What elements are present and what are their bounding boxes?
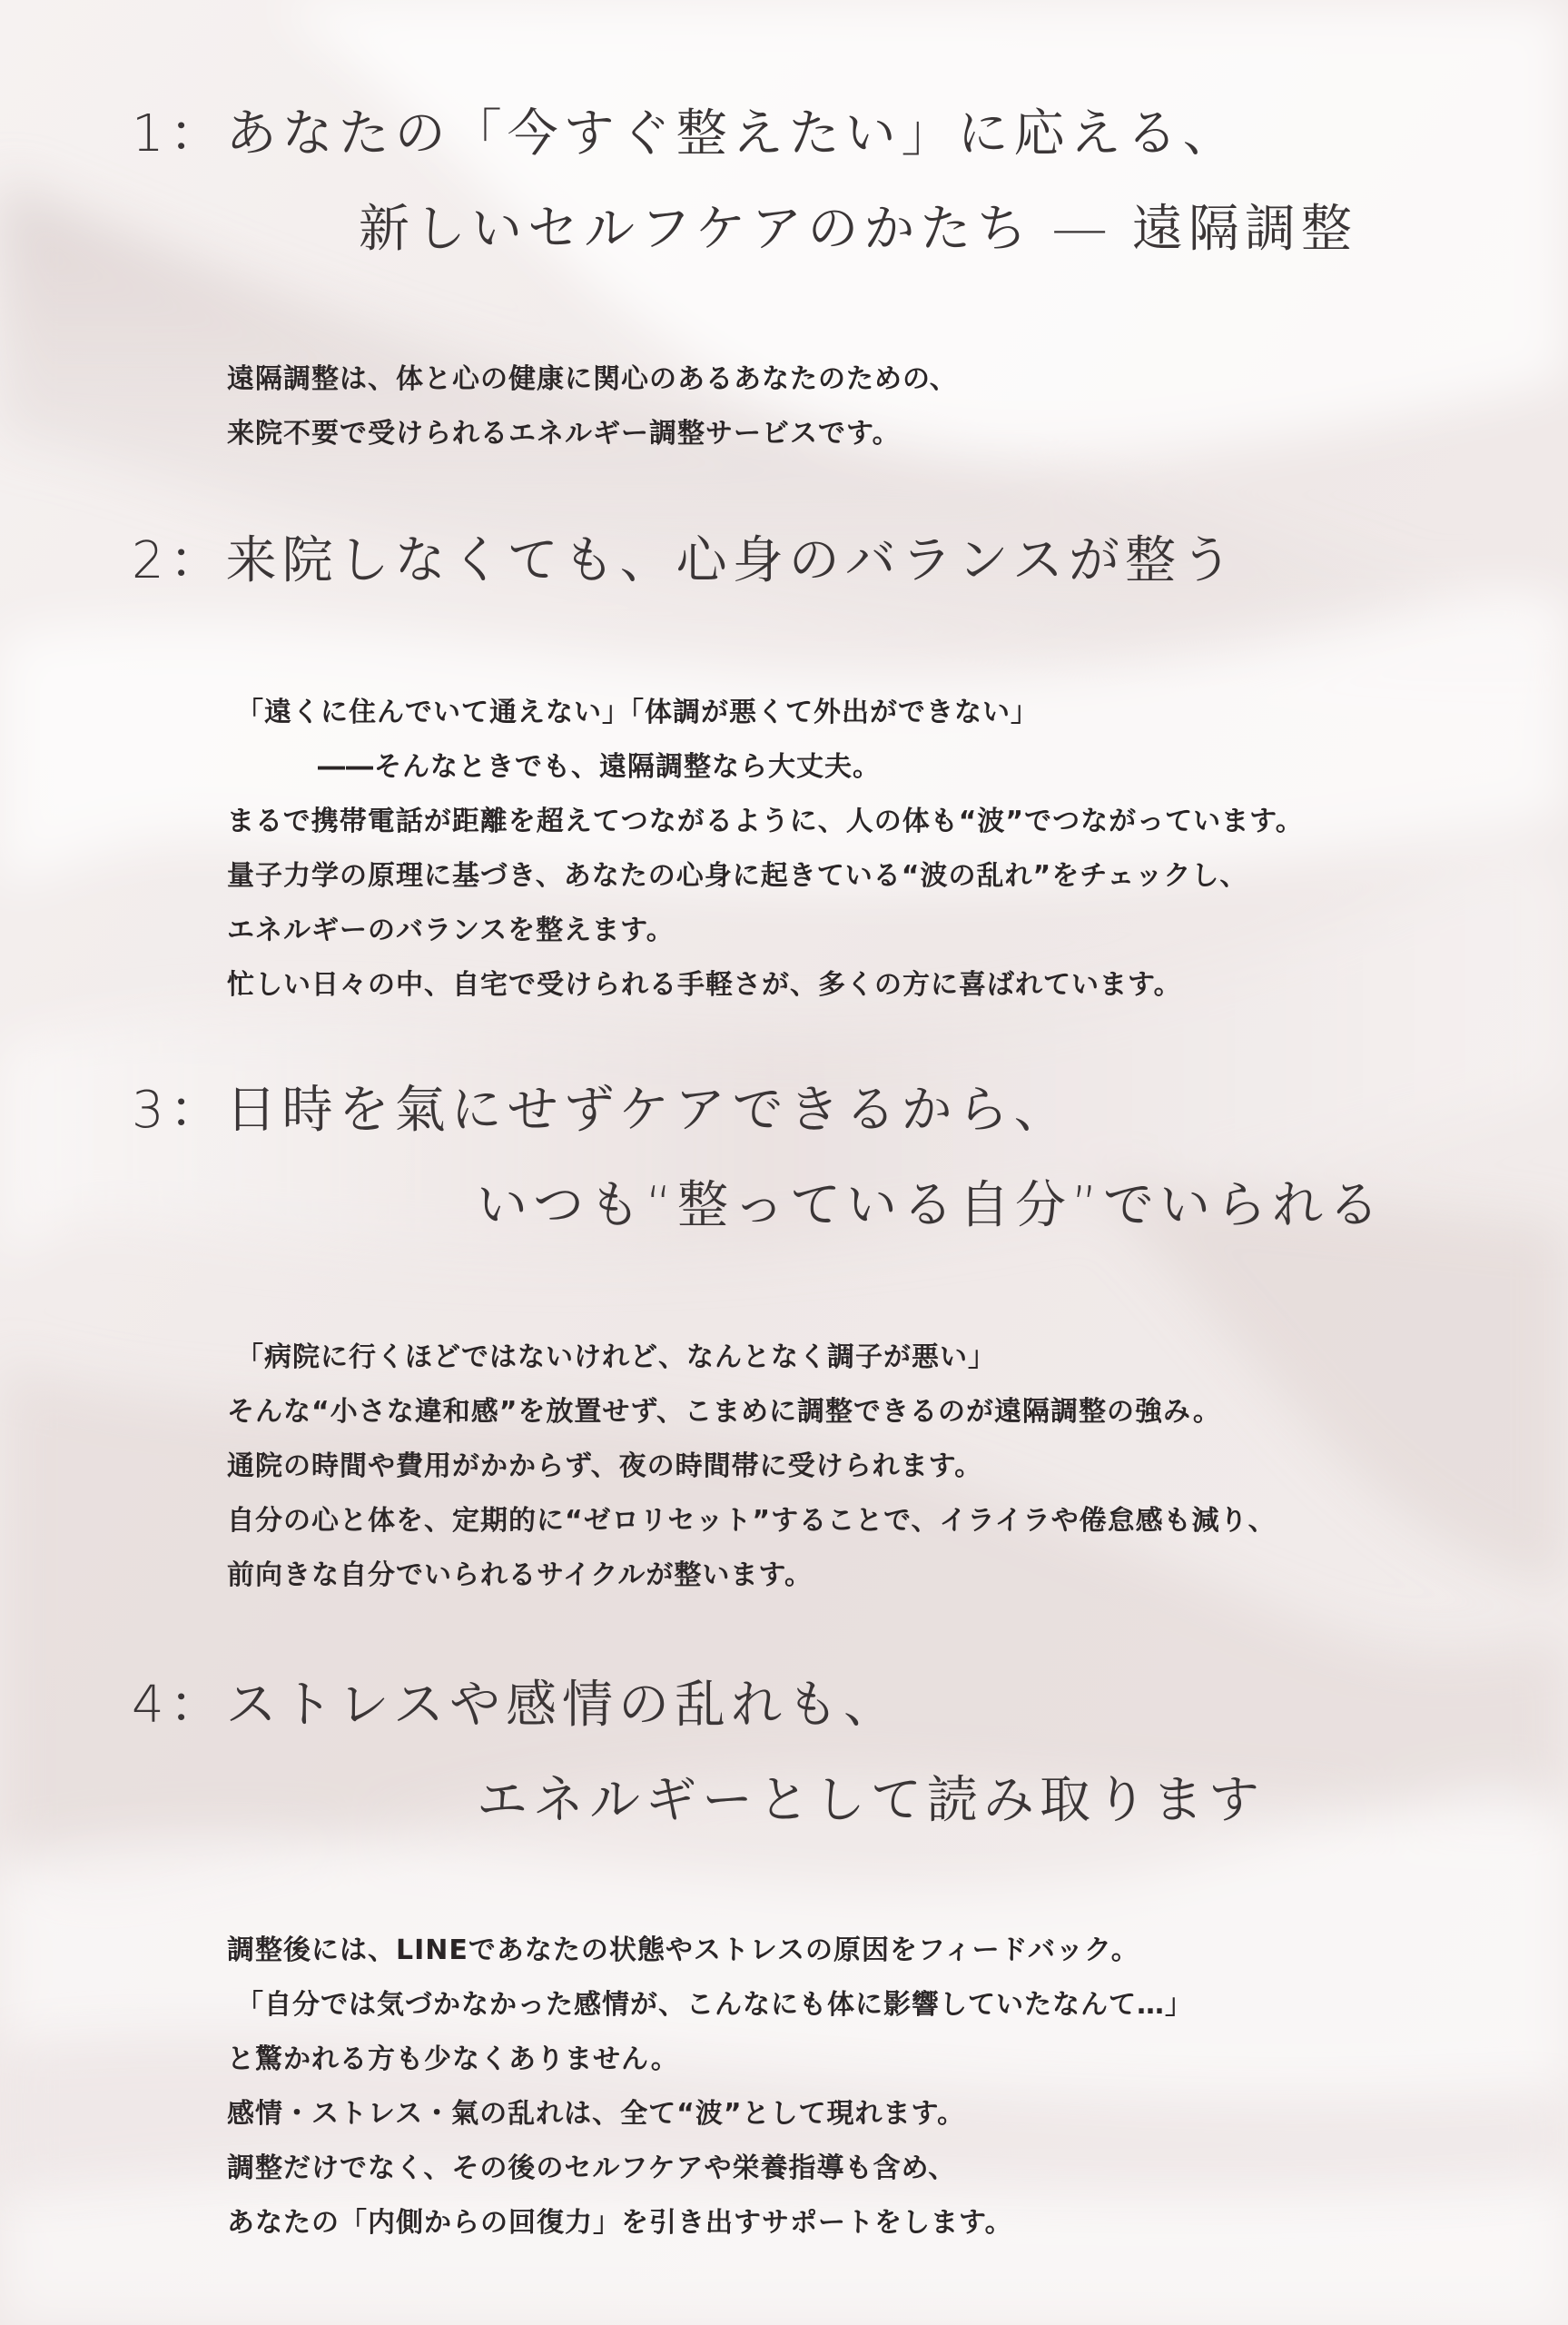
- section-2-body-line: ――そんなときでも、遠隔調整なら大丈夫。: [318, 751, 881, 783]
- section-3-body-line: 通院の時間や費用がかからず、夜の時間帯に受けられます。: [227, 1450, 983, 1482]
- section-1-body: [227, 352, 958, 461]
- section-2-body-line: まるで携帯電話が距離を超えてつながるように、人の体も“波”でつながっています。: [227, 806, 1304, 837]
- section-2-body-line: 量子力学の原理に基づき、あなたの心身に起きている“波の乱れ”をチェックし、: [227, 860, 1248, 892]
- section-4-body: [227, 1924, 1193, 2251]
- section-1-body-line: 来院不要で受けられるエネルギー調整サービスです。: [227, 418, 901, 450]
- section-3-heading-line-2: いつも“整っている自分”でいられる: [477, 1176, 1386, 1235]
- section-2-body-line: 「遠くに住んでいて通えない」「体調が悪くて外出ができない」: [236, 697, 1039, 728]
- section-4-heading-line-2: エネルギーとして読み取ります: [477, 1771, 1265, 1830]
- section-4-body-line: 調整後には、LINEであなたの状態やストレスの原因をフィードバック。: [227, 1934, 1139, 1966]
- section-1-heading-line-2: 新しいセルフケアのかたち ― 遠隔調整: [359, 200, 1357, 259]
- section-3-body-line: 前向きな自分でいられるサイクルが整います。: [227, 1559, 813, 1591]
- section-4-body-line: と驚かれる方も少なくありません。: [227, 2043, 679, 2075]
- section-1-body-line: 遠隔調整は、体と心の健康に関心のあるあなたのための、: [227, 363, 958, 395]
- section-4-body-line: 感情・ストレス・氣の乱れは、全て“波”として現れます。: [227, 2098, 966, 2130]
- section-4-body-line: 調整だけでなく、その後のセルフケアや栄養指導も含め、: [227, 2152, 957, 2184]
- section-1-heading-line-1: 1：あなたの「今すぐ整えたい」に応える、: [132, 104, 1239, 163]
- section-4-body-line: 「自分では気づかなかった感情が、こんなにも体に影響していたなんて…」: [236, 1989, 1193, 2021]
- section-2-body-line: エネルギーのバランスを整えます。: [227, 915, 675, 946]
- section-2-heading-line-1: 2：来院しなくても、心身のバランスが整う: [132, 531, 1238, 590]
- section-3-heading-line-1: 3：日時を氣にせずケアできるから、: [132, 1081, 1070, 1140]
- section-3-body-line: 「病院に行くほどではないけれど、なんとなく調子が悪い」: [236, 1341, 996, 1373]
- section-2-body-line: 忙しい日々の中、自宅で受けられる手軽さが、多くの方に喜ばれています。: [227, 969, 1182, 1001]
- section-3-body-line: 自分の心と体を、定期的に“ゼロリセット”することで、イライラや倦怠感も減り、: [227, 1505, 1277, 1537]
- section-3-body-line: そんな“小さな違和感”を放置せず、こまめに調整できるのが遠隔調整の強み。: [227, 1396, 1221, 1428]
- section-3-body: [227, 1331, 1277, 1603]
- section-2-body: [227, 686, 1304, 1013]
- section-4-body-line: あなたの「内側からの回復力」を引き出すサポートをします。: [227, 2207, 1013, 2239]
- section-4-heading-line-1: 4：ストレスや感情の乱れも、: [132, 1676, 900, 1735]
